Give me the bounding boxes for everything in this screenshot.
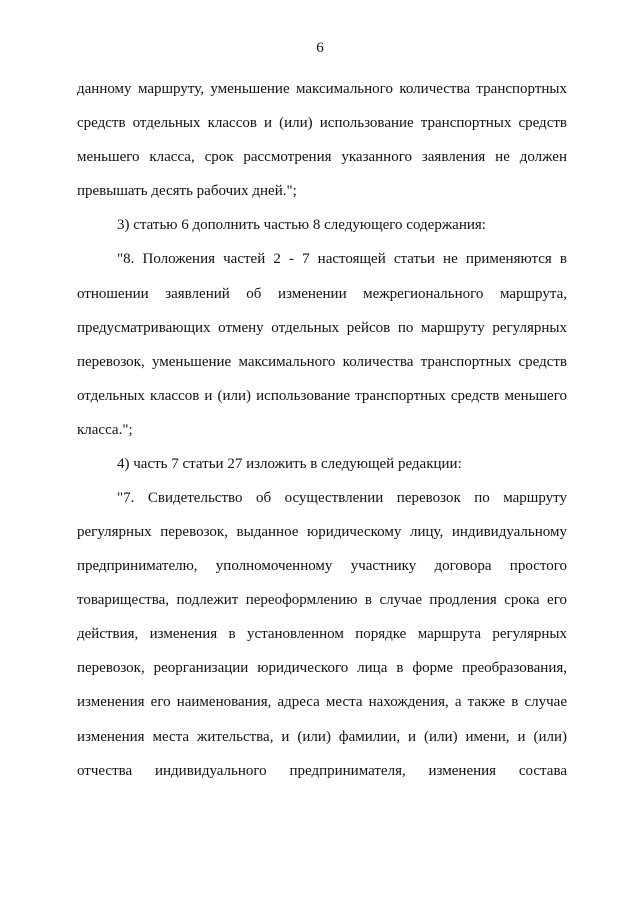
text-line: отдельных классов и (или) использование транспортных средств меньшего xyxy=(77,388,567,404)
text-line: товарищества, подлежит переоформлению в случае продления срока его xyxy=(77,592,567,608)
text-line: перевозок, уменьшение максимального количества транспортных средств xyxy=(77,354,567,370)
text-line: данному маршруту, уменьшение максимального количества транспортных xyxy=(77,81,567,97)
text-line: предпринимателю, уполномоченному участнику договора простого xyxy=(77,558,567,574)
text-line: перевозок, реорганизации юридического лица в форме преобразования, xyxy=(77,660,567,676)
text-line: отношении заявлений об изменении межрегионального маршрута, xyxy=(77,286,567,302)
quoted-paragraph-start: "8. Положения частей 2 - 7 настоящей статьи не применяются в xyxy=(117,251,567,267)
quoted-paragraph-start: "7. Свидетельство об осуществлении перевозок по маршруту xyxy=(117,490,567,506)
text-line: класса."; xyxy=(77,422,133,438)
text-line: регулярных перевозок, выданное юридическому лицу, индивидуальному xyxy=(77,524,567,540)
text-line: меньшего класса, срок рассмотрения указанного заявления не должен xyxy=(77,149,567,165)
page-number: 6 xyxy=(316,40,324,56)
text-line: превышать десять рабочих дней."; xyxy=(77,183,297,199)
text-line: отчества индивидуального предпринимателя, изменения состава xyxy=(77,763,567,779)
list-item-heading: 4) часть 7 статьи 27 изложить в следующей редакции: xyxy=(117,456,462,472)
list-item-heading: 3) статью 6 дополнить частью 8 следующего содержания: xyxy=(117,217,486,233)
text-line: действия, изменения в установленном порядке маршрута регулярных xyxy=(77,626,567,642)
text-line: изменения места жительства, и (или) фамилии, и (или) имени, и (или) xyxy=(77,729,567,745)
text-line: предусматривающих отмену отдельных рейсов по маршруту регулярных xyxy=(77,320,567,336)
text-line: изменения его наименования, адреса места нахождения, а также в случае xyxy=(77,694,567,710)
text-line: средств отдельных классов и (или) использование транспортных средств xyxy=(77,115,567,131)
